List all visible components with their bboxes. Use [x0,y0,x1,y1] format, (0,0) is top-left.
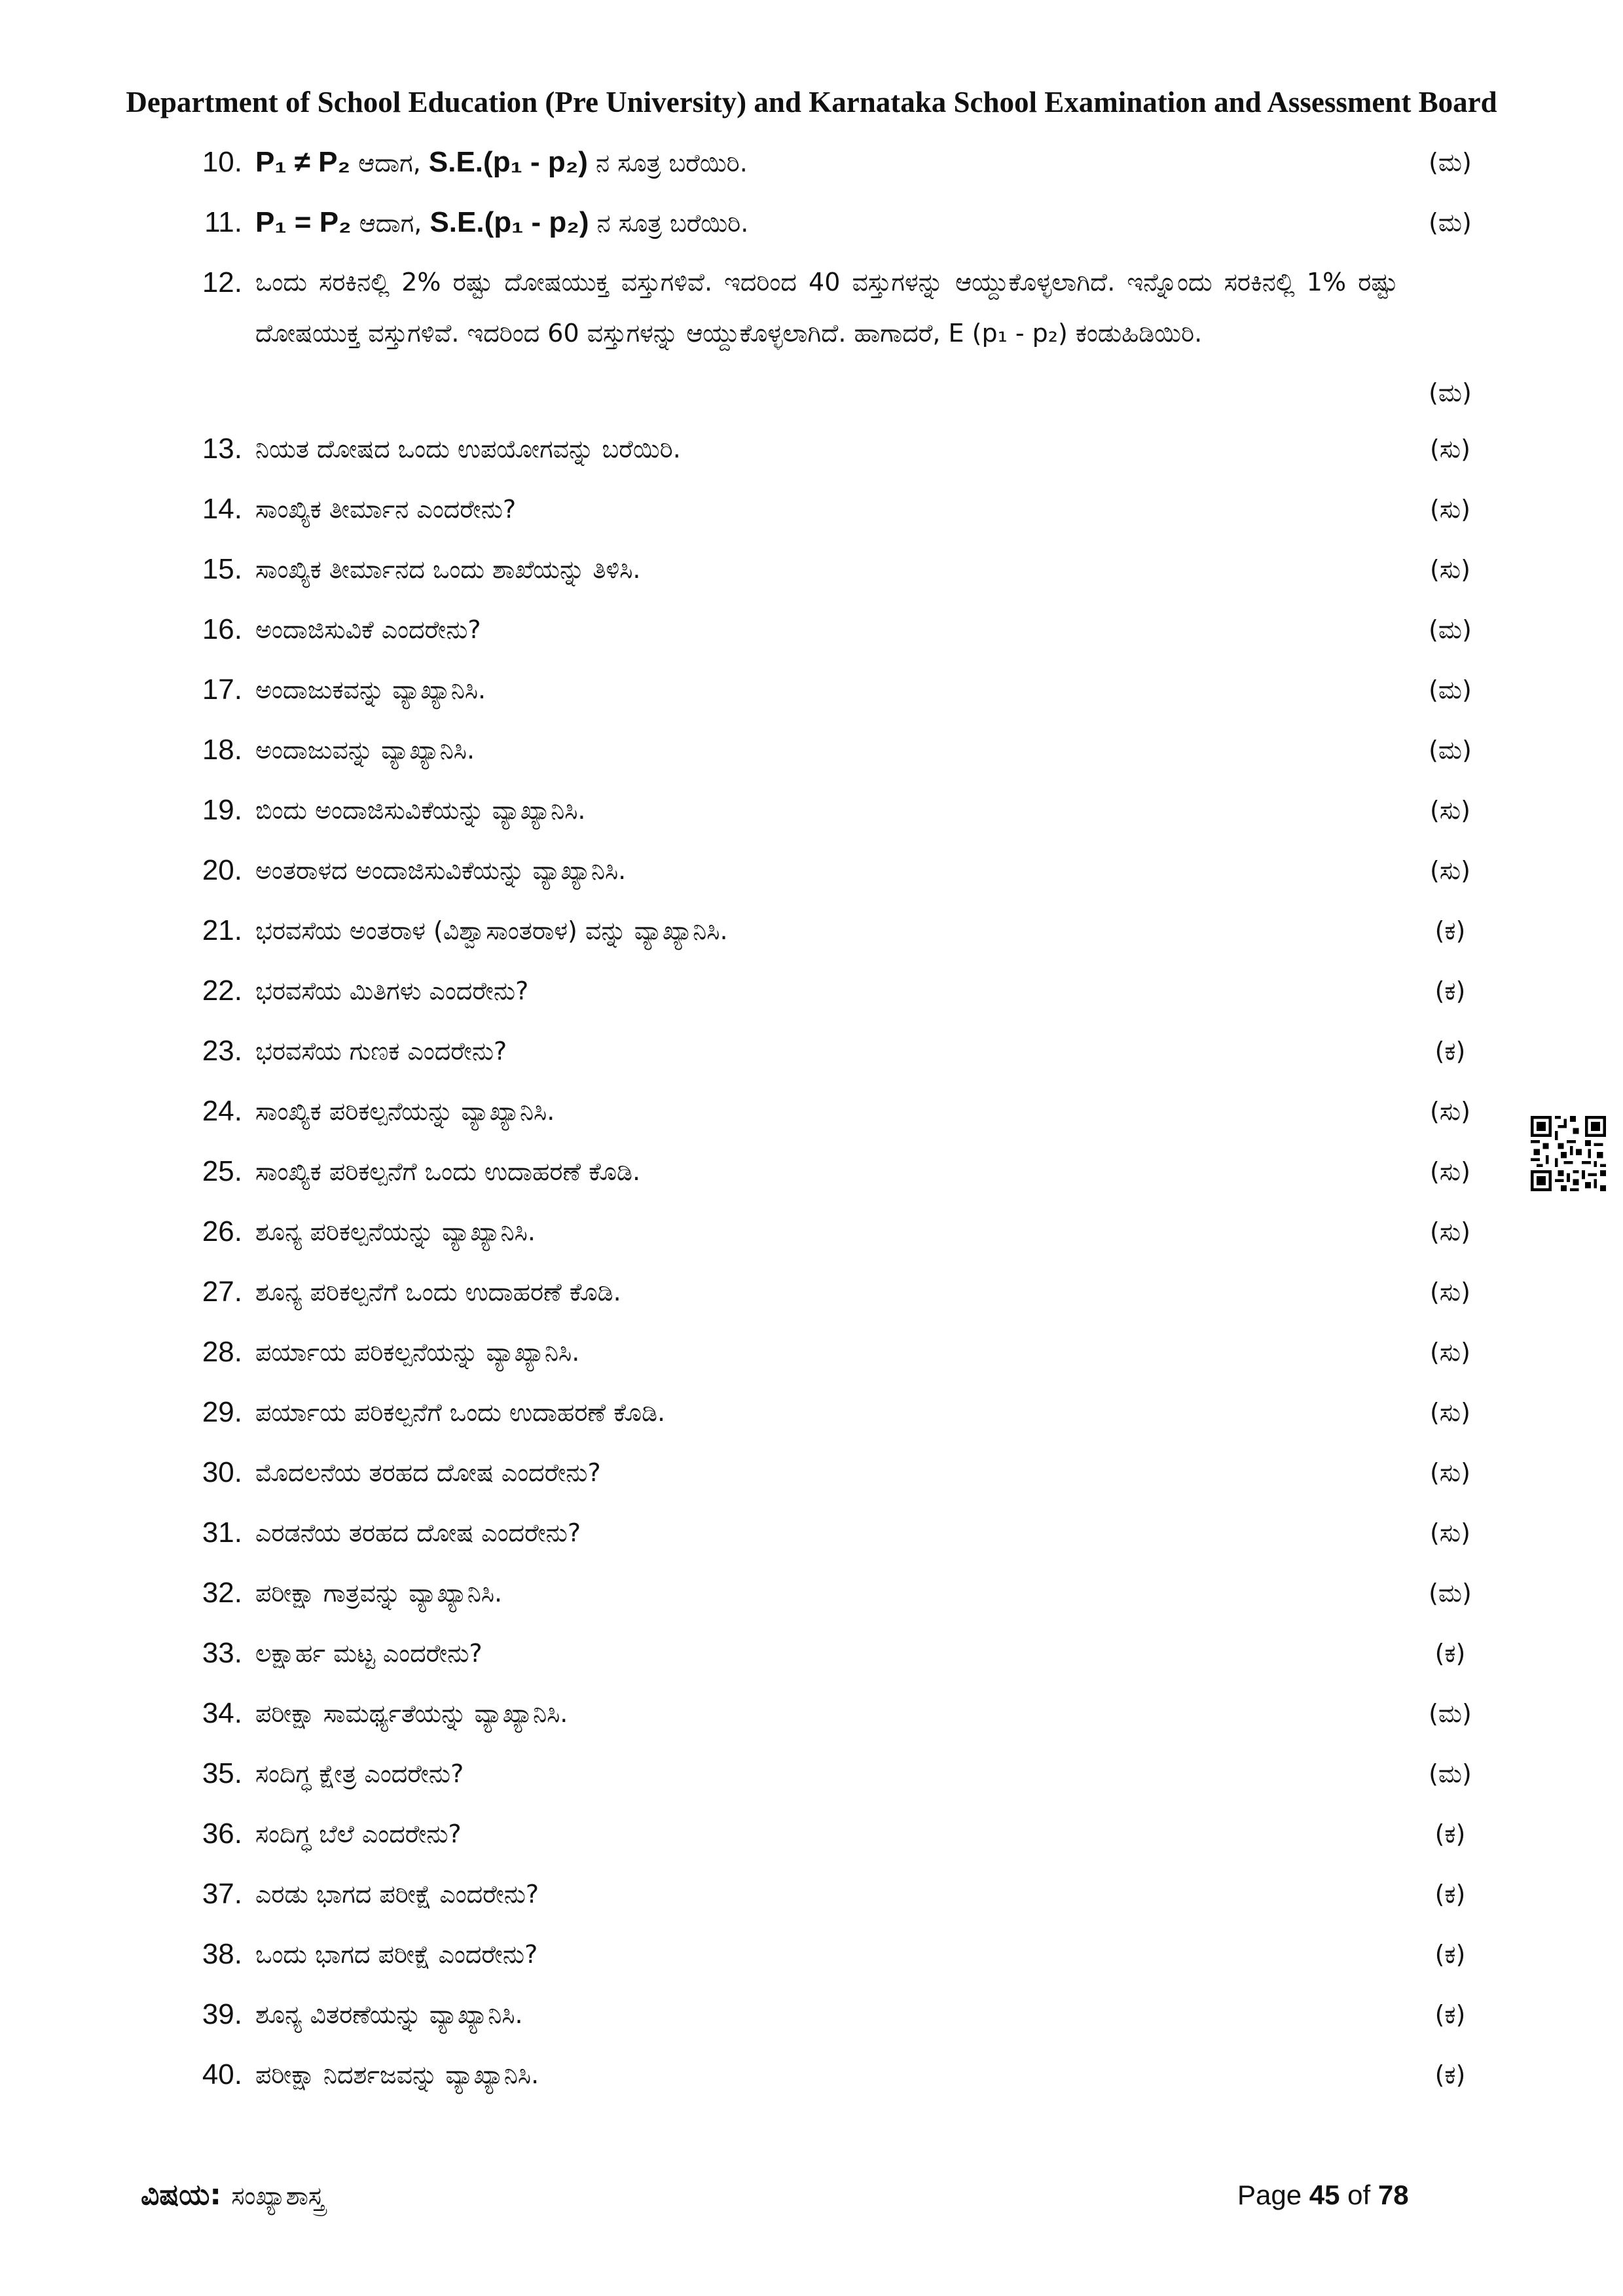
question-text: ಭರವಸೆಯ ಮಿತಿಗಳು ಎಂದರೇನು? [255,977,529,1005]
question-item [180,611,1483,672]
question-number: 31. [202,1516,242,1549]
question-list [180,144,1483,2117]
question-number: 17. [202,673,242,706]
difficulty-level: (ಕ) [1434,1037,1466,1066]
question-item [180,1876,1483,1936]
question-item [180,204,1483,264]
question-item [180,1996,1483,2056]
question-item [180,491,1483,551]
question-number: 39. [202,1998,242,2030]
question-number: 26. [202,1215,242,1247]
question-text: ಸಾಂಖ್ಯಿಕ ಪರಿಕಲ್ಪನೆಯನ್ನು ವ್ಯಾಖ್ಯಾನಿಸಿ. [255,1097,555,1126]
question-text: ಅಂದಾಜಿಸುವಿಕೆ ಎಂದರೇನು? [255,615,481,644]
question-text: ಸಂದಿಗ್ಧ ಕ್ಷೇತ್ರ ಎಂದರೇನು? [255,1759,464,1788]
question-text: ಪರ್ಯಾಯ ಪರಿಕಲ್ಪನೆಯನ್ನು ವ್ಯಾಖ್ಯಾನಿಸಿ. [255,1338,580,1367]
question-item [180,973,1483,1033]
question-text: ಶೂನ್ಯ ಪರಿಕಲ್ಪನೆಯನ್ನು ವ್ಯಾಖ್ಯಾನಿಸಿ. [255,1217,536,1246]
difficulty-level: (ಮ) [1429,208,1472,237]
question-number: 37. [202,1878,242,1910]
question-item [180,1816,1483,1876]
question-number: 29. [202,1396,242,1428]
question-number: 38. [202,1938,242,1970]
question-item [180,1515,1483,1575]
difficulty-level: (ಸು) [1430,495,1470,524]
question-text: ಭರವಸೆಯ ಗುಣಕ ಎಂದರೇನು? [255,1037,507,1066]
question-number: 27. [202,1276,242,1308]
difficulty-level: (ಮ) [1429,615,1472,644]
difficulty-level: (ಮ) [1429,675,1472,704]
question-text: ಅಂದಾಜುಕವನ್ನು ವ್ಯಾಖ್ಯಾನಿಸಿ. [255,675,486,704]
question-item [180,264,1483,431]
difficulty-level: (ಸು) [1430,1278,1470,1306]
question-item [180,1334,1483,1394]
question-item [180,1213,1483,1274]
difficulty-level: (ಕ) [1434,1820,1466,1848]
difficulty-level: (ಸು) [1430,856,1470,885]
difficulty-level: (ಮ) [1429,378,1472,407]
question-text: ಸಾಂಖ್ಯಿಕ ಪರಿಕಲ್ಪನೆಗೆ ಒಂದು ಉದಾಹರಣೆ ಕೊಡಿ. [255,1157,641,1186]
question-number: 32. [202,1577,242,1609]
difficulty-level: (ಮ) [1429,1579,1472,1607]
question-number: 22. [202,975,242,1007]
question-item [180,1575,1483,1635]
question-text: ಒಂದು ಸರಕಿನಲ್ಲಿ 2% ರಷ್ಟು ದೋಷಯುಕ್ತ ವಸ್ತುಗಳಿವೆ. ಇದರಿಂದ 40 ವಸ್ತುಗಳನ್ನು ಆಯ್ದುಕೊಳ್ಳಲಾಗಿದೆ. ಇನ್ನೊಂದು ಸರಕಿನಲ್ಲಿ 1% ರಷ್ಟು ದೋಷಯುಕ್ತ ವಸ್ತುಗಳಿವೆ. ಇದರಿಂದ 60 ವಸ್ತುಗಳನ್ನು ಆಯ್ದುಕೊಳ್ಳಲಾಗಿದೆ. ಹಾಗಾದರೆ, E (p₁ - p₂) ಕಂಡುಹಿಡಿಯಿರಿ. [255,268,1398,348]
question-item [180,1936,1483,1996]
difficulty-level: (ಸು) [1430,1097,1470,1126]
difficulty-level: (ಸು) [1430,1217,1470,1246]
difficulty-level: (ಕ) [1434,1880,1466,1909]
question-text: ಬಿಂದು ಅಂದಾಜಿಸುವಿಕೆಯನ್ನು ವ್ಯಾಖ್ಯಾನಿಸಿ. [255,796,586,825]
question-item [180,431,1483,491]
difficulty-level: (ಸು) [1430,435,1470,463]
question-number: 34. [202,1697,242,1729]
question-text: ಸಾಂಖ್ಯಿಕ ತೀರ್ಮಾನ ಎಂದರೇನು? [255,495,517,524]
question-text: ಅಂತರಾಳದ ಅಂದಾಜಿಸುವಿಕೆಯನ್ನು ವ್ಯಾಖ್ಯಾನಿಸಿ. [255,856,627,885]
question-text: ಪರೀಕ್ಷಾ ಸಾಮರ್ಥ್ಯತೆಯನ್ನು ವ್ಯಾಖ್ಯಾನಿಸಿ. [255,1699,568,1728]
question-item [180,1274,1483,1334]
question-text: ಭರವಸೆಯ ಅಂತರಾಳ (ವಿಶ್ವಾಸಾಂತರಾಳ) ವನ್ನು ವ್ಯಾಖ್ಯಾನಿಸಿ. [255,916,728,945]
subject-value: ಸಂಖ್ಯಾಶಾಸ್ತ್ರ [231,2181,325,2210]
question-number: 10. [202,146,242,178]
difficulty-level: (ಮ) [1429,1699,1472,1728]
question-item [180,1635,1483,1695]
question-text: ಎರಡು ಭಾಗದ ಪರೀಕ್ಷೆ ಎಂದರೇನು? [255,1880,539,1909]
question-item [180,551,1483,611]
question-item [180,912,1483,973]
question-number: 13. [202,433,242,465]
difficulty-level: (ಕ) [1434,977,1466,1005]
difficulty-level: (ಸು) [1430,1338,1470,1367]
question-number: 12. [202,266,242,298]
question-text: ಸಂದಿಗ್ಧ ಬೆಲೆ ಎಂದರೇನು? [255,1820,462,1848]
question-text: ಪರೀಕ್ಷಾ ಗಾತ್ರವನ್ನು ವ್ಯಾಖ್ಯಾನಿಸಿ. [255,1579,503,1607]
difficulty-level: (ಕ) [1434,2000,1466,2029]
question-text: ನಿಯತ ದೋಷದ ಒಂದು ಉಪಯೋಗವನ್ನು ಬರೆಯಿರಿ. [255,435,681,463]
question-number: 20. [202,854,242,886]
difficulty-level: (ಮ) [1429,148,1472,177]
page-header: Department of School Education (Pre University) and Karnataka School Examination and Assessment Board [126,86,1497,118]
question-text: ಅಂದಾಜುವನ್ನು ವ್ಯಾಖ್ಯಾನಿಸಿ. [255,736,475,764]
difficulty-level: (ಸು) [1430,1157,1470,1186]
question-item [180,1153,1483,1213]
question-text: ಶೂನ್ಯ ವಿತರಣೆಯನ್ನು ವ್ಯಾಖ್ಯಾನಿಸಿ. [255,2000,523,2029]
question-item [180,1394,1483,1454]
question-item [180,732,1483,792]
question-item [180,1695,1483,1755]
difficulty-level: (ಸು) [1430,1518,1470,1547]
question-number: 19. [202,794,242,826]
question-number: 25. [202,1155,242,1187]
question-number: 40. [202,2058,242,2090]
qr-code-icon [1531,1116,1606,1191]
question-item [180,1454,1483,1515]
question-item [180,144,1483,204]
difficulty-level: (ಸು) [1430,555,1470,584]
question-item [180,672,1483,732]
question-text: ಎರಡನೆಯ ತರಹದ ದೋಷ ಎಂದರೇನು? [255,1518,581,1547]
question-number: 16. [202,613,242,645]
question-text: ಲಕ್ಷಾರ್ಹ ಮಟ್ಟ ಎಂದರೇನು? [255,1639,483,1668]
question-item [180,1093,1483,1153]
question-number: 36. [202,1818,242,1850]
difficulty-level: (ಮ) [1429,736,1472,764]
question-number: 35. [202,1757,242,1789]
question-item [180,852,1483,912]
subject-footer [141,2178,324,2212]
difficulty-level: (ಸು) [1430,1458,1470,1487]
difficulty-level: (ಕ) [1434,2060,1466,2089]
question-text: ಶೂನ್ಯ ಪರಿಕಲ್ಪನೆಗೆ ಒಂದು ಉದಾಹರಣೆ ಕೊಡಿ. [255,1278,621,1306]
question-item [180,1755,1483,1816]
question-number: 14. [202,493,242,525]
question-number: 28. [202,1336,242,1368]
question-text: ಪರೀಕ್ಷಾ ನಿದರ್ಶಜವನ್ನು ವ್ಯಾಖ್ಯಾನಿಸಿ. [255,2060,539,2089]
question-number: 21. [202,914,242,946]
question-text: P₁ ≠ P₂ ಆದಾಗ, S.E.(p₁ - p₂) ನ ಸೂತ್ರ ಬರೆಯಿರಿ. [255,146,748,178]
page-number: Page 45 of 78 [1237,2179,1409,2210]
difficulty-level: (ಮ) [1429,1759,1472,1788]
question-number: 33. [202,1637,242,1669]
question-number: 30. [202,1456,242,1488]
difficulty-level: (ಸು) [1430,796,1470,825]
question-number: 15. [202,553,242,585]
question-item [180,792,1483,852]
question-number: 24. [202,1095,242,1127]
subject-label: ವಿಷಯ: [141,2178,222,2212]
question-number: 11. [204,206,242,238]
question-text: ಮೊದಲನೆಯ ತರಹದ ದೋಷ ಎಂದರೇನು? [255,1458,601,1487]
difficulty-level: (ಸು) [1430,1398,1470,1427]
question-text: ಒಂದು ಭಾಗದ ಪರೀಕ್ಷೆ ಎಂದರೇನು? [255,1940,538,1969]
question-item [180,1033,1483,1093]
difficulty-level: (ಕ) [1434,1940,1466,1969]
question-text: ಪರ್ಯಾಯ ಪರಿಕಲ್ಪನೆಗೆ ಒಂದು ಉದಾಹರಣೆ ಕೊಡಿ. [255,1398,666,1427]
difficulty-level: (ಕ) [1434,916,1466,945]
question-number: 23. [202,1035,242,1067]
question-number: 18. [202,734,242,766]
question-text: P₁ = P₂ ಆದಾಗ, S.E.(p₁ - p₂) ನ ಸೂತ್ರ ಬರೆಯಿರಿ. [255,206,749,238]
question-text: ಸಾಂಖ್ಯಿಕ ತೀರ್ಮಾನದ ಒಂದು ಶಾಖೆಯನ್ನು ತಿಳಿಸಿ. [255,555,641,584]
difficulty-level: (ಕ) [1434,1639,1466,1668]
question-item [180,2056,1483,2117]
